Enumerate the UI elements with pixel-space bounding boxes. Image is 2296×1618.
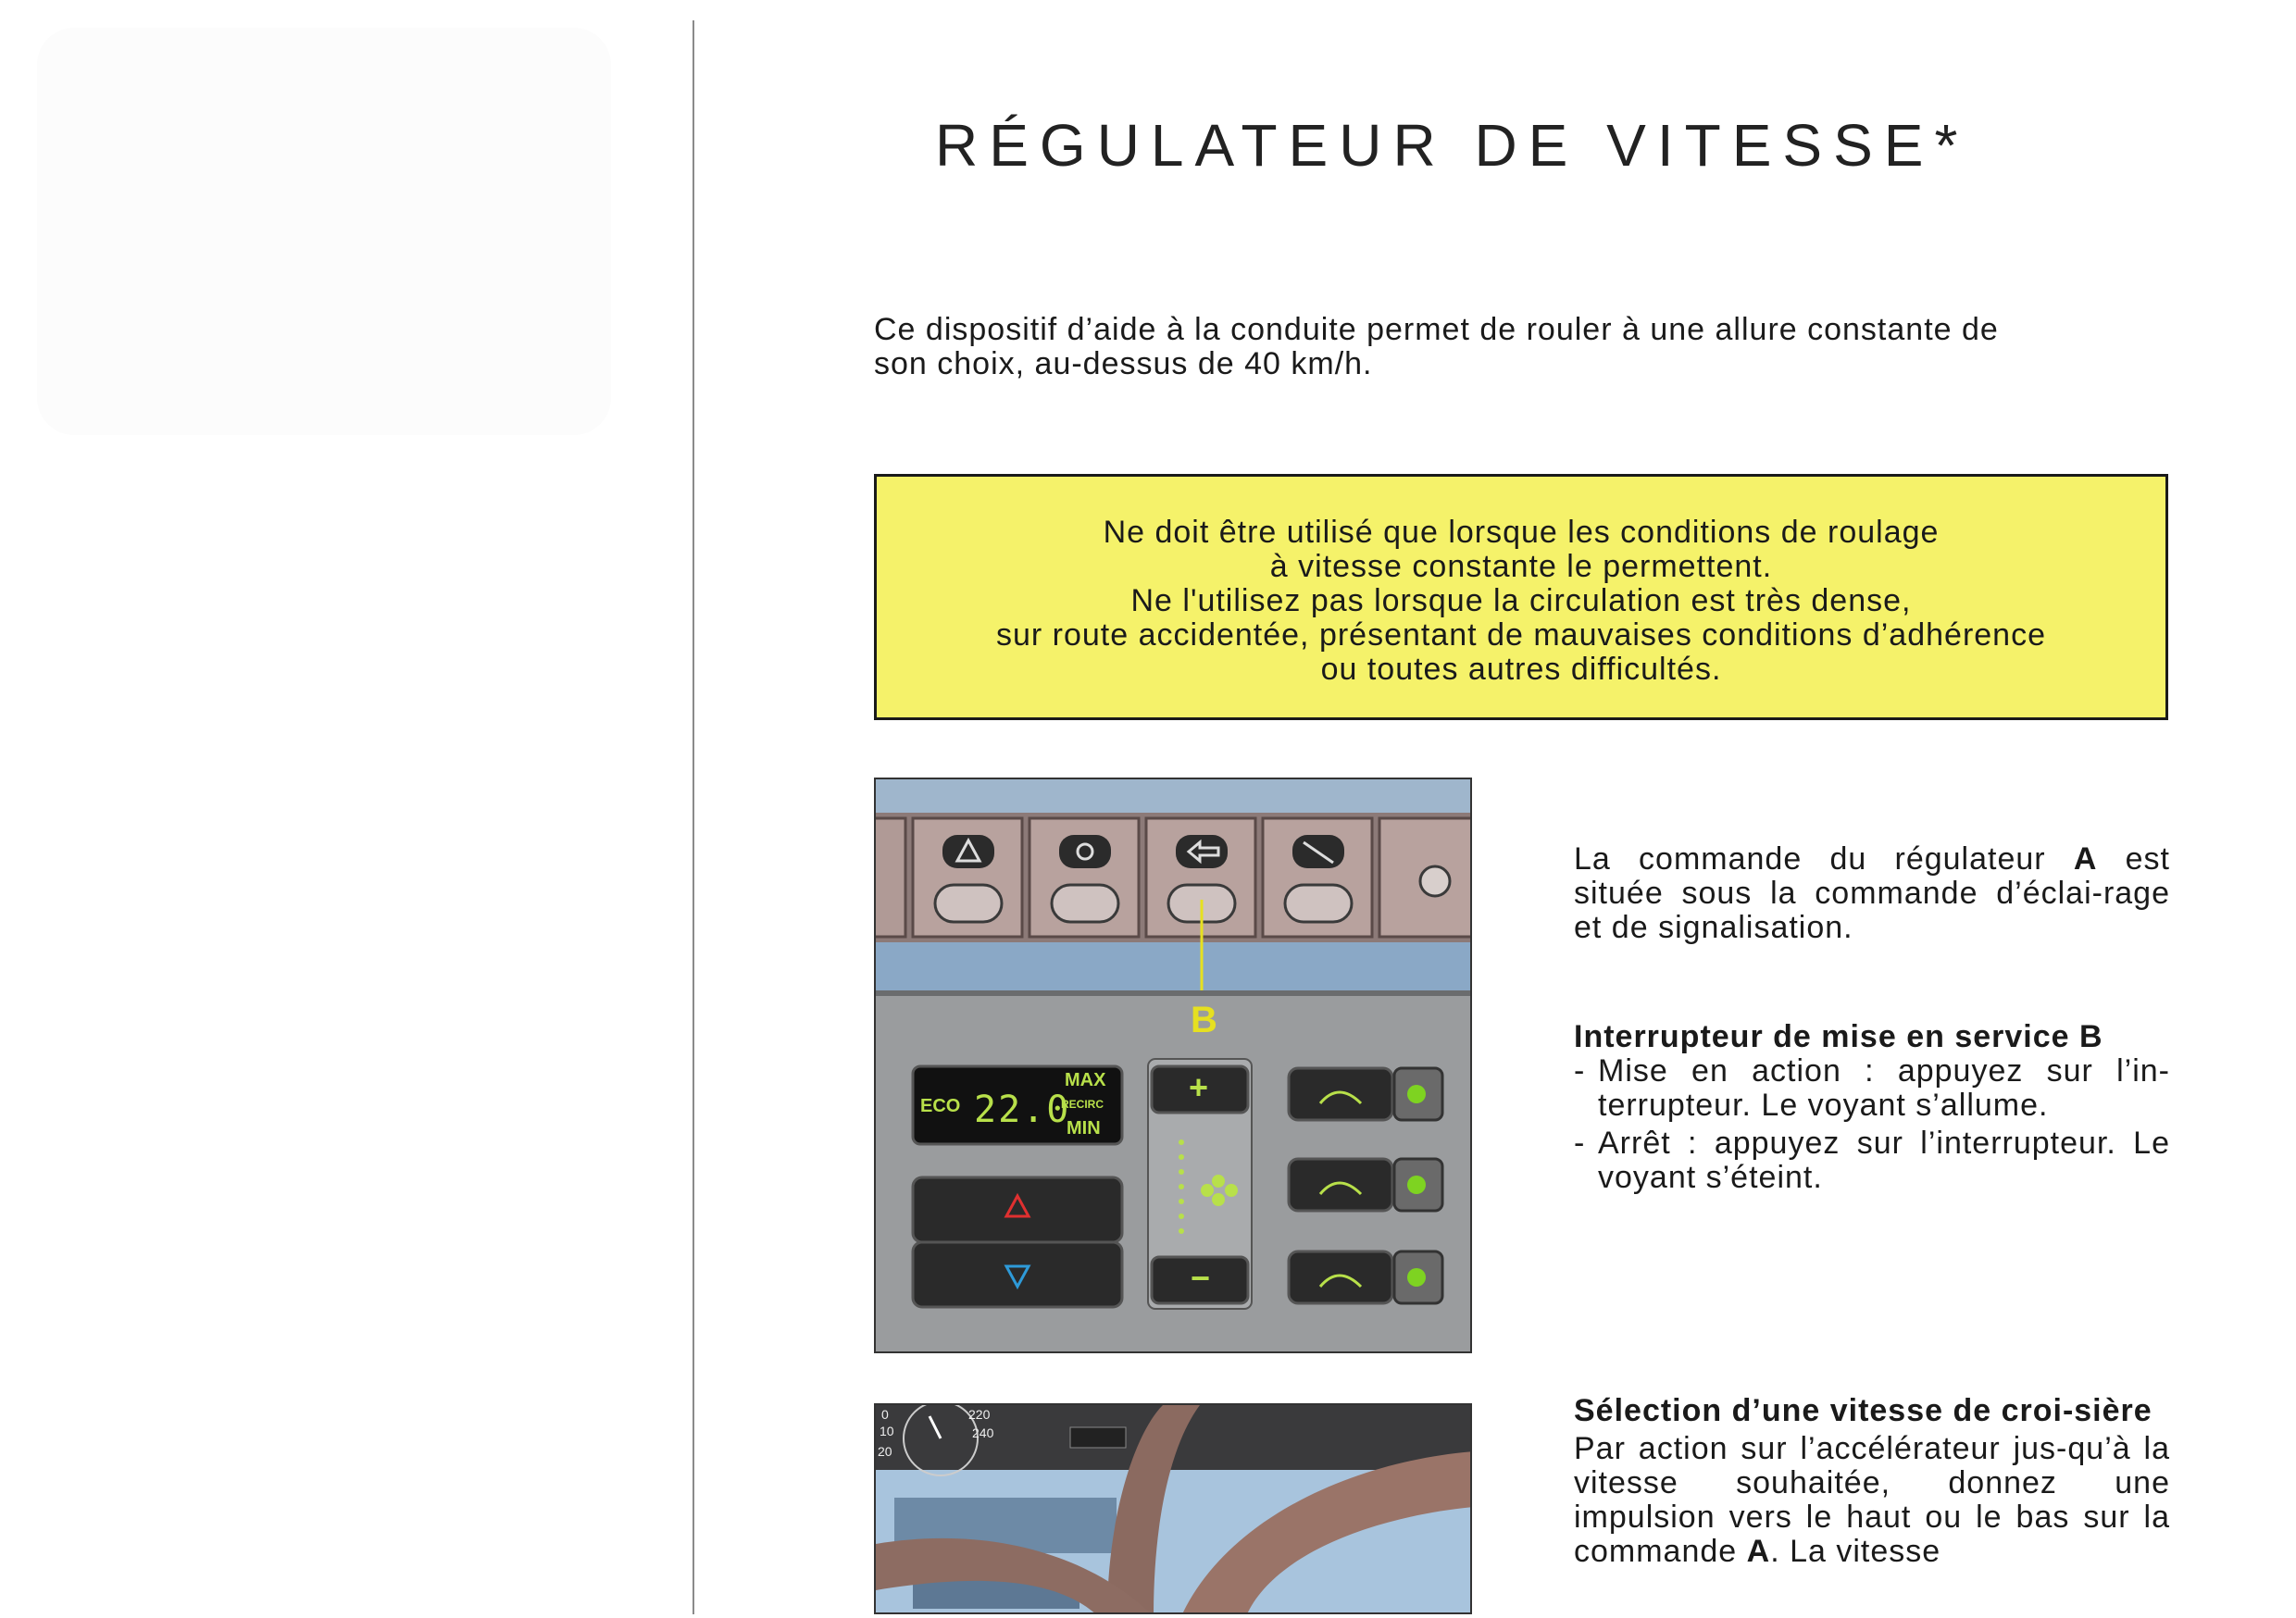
page-title: RÉGULATEUR DE VITESSE* bbox=[935, 112, 1969, 179]
fan-plus-label: + bbox=[1189, 1068, 1209, 1106]
display-eco: ECO bbox=[920, 1096, 961, 1116]
display-min: MIN bbox=[1067, 1118, 1101, 1139]
fan-minus-label: − bbox=[1191, 1259, 1211, 1297]
callout-b: B bbox=[1191, 1000, 1217, 1040]
page-fold-line bbox=[693, 20, 694, 1614]
section-a-text: La commande du régulateur bbox=[1574, 841, 2074, 877]
speed-label: 20 bbox=[878, 1444, 892, 1459]
warning-line: ou toutes autres difficultés. bbox=[1320, 652, 1722, 687]
warning-box bbox=[874, 474, 2168, 720]
warning-line: sur route accidentée, présentant de mauvaises conditions d’adhérence bbox=[995, 617, 2046, 653]
warning-line: à vitesse constante le permettent. bbox=[1269, 549, 1773, 584]
section-a-text: est située sous la commande d’éclai-rage et de signalisation. bbox=[1574, 841, 2170, 945]
warning-line: Ne l'utilisez pas lorsque la circulation est très dense, bbox=[1130, 583, 1912, 618]
section-b-heading: Interrupteur de mise en service B bbox=[1574, 1019, 2103, 1054]
section-c-text: . La vitesse bbox=[1770, 1534, 1941, 1569]
display-max: MAX bbox=[1065, 1070, 1106, 1090]
speed-label: 220 bbox=[968, 1407, 991, 1422]
steering-wheel-figure bbox=[874, 1403, 1472, 1614]
speed-label: 10 bbox=[880, 1424, 894, 1438]
steering-wheel-illustration bbox=[876, 1405, 1472, 1614]
display-recirc: RECIRC bbox=[1061, 1098, 1104, 1111]
list-item: - Mise en action : appuyez sur l’in-terrupteur. Le voyant s’allume. bbox=[1574, 1053, 2170, 1123]
section-c-key: A bbox=[1746, 1534, 1771, 1569]
switch-panel-illustration bbox=[876, 779, 1472, 1353]
page-smudge bbox=[37, 28, 611, 435]
intro-line: Ce dispositif d’aide à la conduite permet de rouler à une allure constante de bbox=[874, 312, 1999, 347]
speed-label: 240 bbox=[972, 1425, 994, 1440]
display-temperature: 22.0 bbox=[974, 1089, 1071, 1131]
section-c-text: Par action sur l’accélérateur jus-qu’à la vitesse souhaitée, donnez une impulsion vers le haut ou le bas sur la commande bbox=[1574, 1431, 2170, 1569]
switch-row bbox=[876, 818, 1472, 937]
section-c-heading: Sélection d’une vitesse de croi-sière bbox=[1574, 1393, 2152, 1428]
section-a-key: A bbox=[2073, 841, 2098, 877]
switch-panel-figure bbox=[874, 778, 1472, 1353]
section-cruise-speed bbox=[1574, 1394, 2170, 1569]
intro-line: son choix, au-dessus de 40 km/h. bbox=[874, 346, 1373, 381]
speed-label: 0 bbox=[881, 1407, 889, 1422]
section-command-location bbox=[1574, 842, 2170, 945]
section-switch bbox=[1574, 1020, 2170, 1195]
intro-paragraph bbox=[874, 313, 2170, 381]
list-item: - Arrêt : appuyez sur l’interrupteur. Le voyant s’éteint. bbox=[1574, 1126, 2170, 1195]
warning-line: Ne doit être utilisé que lorsque les conditions de roulage bbox=[1103, 515, 1940, 550]
